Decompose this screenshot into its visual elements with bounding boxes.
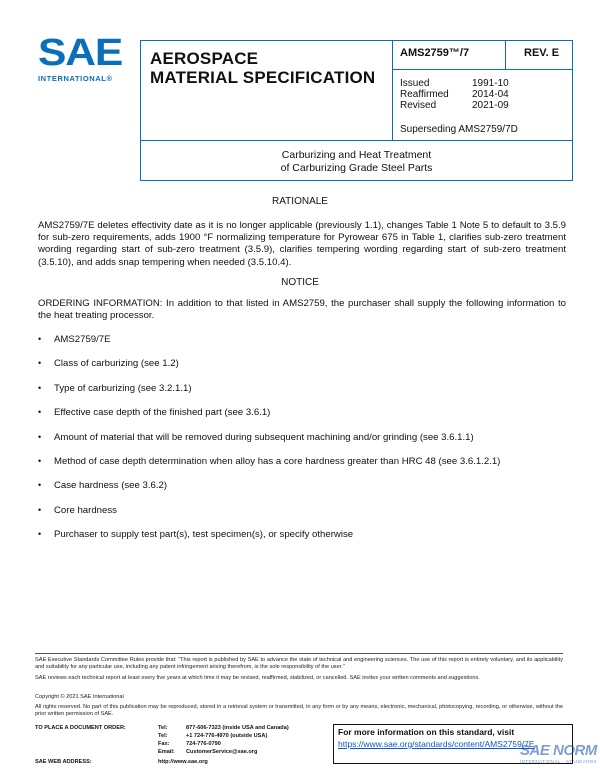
logo-subtitle: INTERNATIONAL®: [38, 74, 113, 83]
list-item: [38, 407, 566, 431]
rationale-text: AMS2759/7E deletes effectivity date as it is no longer applicable (previously 1.1), changes Table 1 Note 5 to default to 3.5.9 for sub-zero requirements, adds 1900 °F normalizing temperature for Pyrowear 675 in Table 1, clarifies sub-zero treatment wording regarding start of sub-zero treatment (3.5.9), clarifies tempering wording regarding start of sub-zero treatment (3.5.10), and adds snap tempering when needed (3.5.10.4).: [38, 220, 566, 268]
notice-text: ORDERING INFORMATION: In addition to that listed in AMS2759, the purchaser shall supply the following information to the heat treating processor.: [38, 298, 566, 322]
bullet-icon: •: [38, 529, 42, 540]
review-text: SAE reviews each technical report at least every five years at which time it may be revised, reaffirmed, stabilized, or cancelled. SAE invites your written comments and suggestions.: [35, 675, 480, 681]
ordering-list: [38, 334, 566, 554]
header-divider: [392, 41, 393, 140]
notice-heading: NOTICE: [281, 277, 319, 288]
revised-label: Revised: [400, 100, 437, 111]
bullet-icon: •: [38, 358, 42, 369]
list-item: [38, 383, 566, 407]
footer-divider: [35, 653, 563, 654]
superseding-note: Superseding AMS2759/7D: [400, 124, 518, 135]
committee-rules-text: SAE Executive Standards Committee Rules provide that: “This report is published by SAE to advance the state of technical and engineering sciences. The use of this report is entirely voluntary, and its applicability and suitability for any particular use, including any patent infringement arising therefrom, is the sole responsibility of the user.”: [35, 657, 563, 670]
info-heading: For more information on this standard, visit: [338, 727, 515, 737]
revised-date: 2021-09: [472, 100, 509, 111]
list-item-text: Type of carburizing (see 3.2.1.1): [54, 382, 192, 394]
header-divider: [141, 140, 572, 141]
reaffirmed-label: Reaffirmed: [400, 89, 449, 100]
web-label: SAE WEB ADDRESS:: [35, 759, 92, 765]
list-item-text: Case hardness (see 3.6.2): [54, 480, 168, 492]
standard-link[interactable]: https://www.sae.org/standards/content/AMS2759/7E: [338, 739, 535, 749]
document-title: [140, 149, 573, 175]
title-line: Carburizing and Heat Treatment: [281, 149, 432, 161]
title-line: of Carburizing Grade Steel Parts: [280, 162, 433, 174]
bullet-icon: •: [38, 334, 42, 344]
logo-mark: SAE: [38, 32, 123, 74]
list-item-text: Method of case depth determination when alloy has a core hardness greater than HRC 48 (see 3.6.1.2.1): [54, 455, 501, 467]
bullet-icon: •: [38, 480, 42, 491]
bullet-icon: •: [38, 407, 42, 418]
contact-key: Email:: [158, 749, 175, 755]
contact-phone[interactable]: +1 724-776-4970 (outside USA): [186, 733, 268, 739]
header-divider: [392, 69, 573, 70]
document-type-line: AEROSPACE: [150, 49, 259, 68]
list-item-text: Class of carburizing (see 1.2): [54, 358, 179, 370]
contact-key: Fax:: [158, 741, 170, 747]
web-address[interactable]: http://www.sae.org: [158, 759, 208, 765]
issued-date: 1991-10: [472, 78, 509, 89]
sae-logo: [38, 34, 124, 86]
contact-email[interactable]: CustomerService@sae.org: [186, 749, 258, 755]
header-divider: [505, 41, 506, 69]
watermark-logo: [520, 742, 600, 772]
list-item: [38, 456, 566, 480]
list-item: [38, 480, 566, 504]
list-item: [38, 529, 566, 553]
list-item-text: Purchaser to supply test part(s), test specimen(s), or specify otherwise: [54, 529, 354, 541]
revision-label: REV. E: [524, 47, 560, 59]
order-label: TO PLACE A DOCUMENT ORDER:: [35, 725, 126, 731]
issued-label: Issued: [400, 78, 430, 89]
list-item-text: AMS2759/7E: [54, 334, 111, 345]
bullet-icon: •: [38, 455, 42, 466]
bullet-icon: •: [38, 504, 42, 515]
list-item: [38, 432, 566, 456]
document-type-line: MATERIAL SPECIFICATION: [150, 68, 376, 87]
document-number: AMS2759™/7: [400, 47, 470, 59]
list-item-text: Core hardness: [54, 504, 117, 516]
bullet-icon: •: [38, 382, 42, 393]
list-item: [38, 334, 566, 358]
copyright-text: Copyright © 2021 SAE International: [35, 694, 124, 700]
rights-text: All rights reserved. No part of this publication may be reproduced, stored in a retrieval system or transmitted, in any form or by any means, electronic, mechanical, photocopying, recording, or otherwise, without the prior written permission of SAE.: [35, 704, 563, 717]
list-item-text: Amount of material that will be removed during subsequent machining and/or grinding (see 3.6.1.1): [54, 431, 474, 443]
document-type: [150, 49, 375, 87]
watermark-subtext: INTERNATIONAL · STANDARDS: [520, 759, 597, 764]
contact-phone[interactable]: 877-606-7323 (inside USA and Canada): [186, 725, 289, 731]
list-item: [38, 358, 566, 382]
bullet-icon: •: [38, 431, 42, 442]
reaffirmed-date: 2014-04: [472, 89, 509, 100]
contact-key: Tel:: [158, 733, 168, 739]
contact-fax: 724-776-0790: [186, 741, 221, 747]
list-item-text: Effective case depth of the finished part (see 3.6.1): [54, 407, 271, 419]
contact-key: Tel:: [158, 725, 168, 731]
rationale-heading: RATIONALE: [272, 196, 328, 207]
list-item: [38, 505, 566, 529]
watermark-text: SAE NORM: [520, 742, 597, 759]
